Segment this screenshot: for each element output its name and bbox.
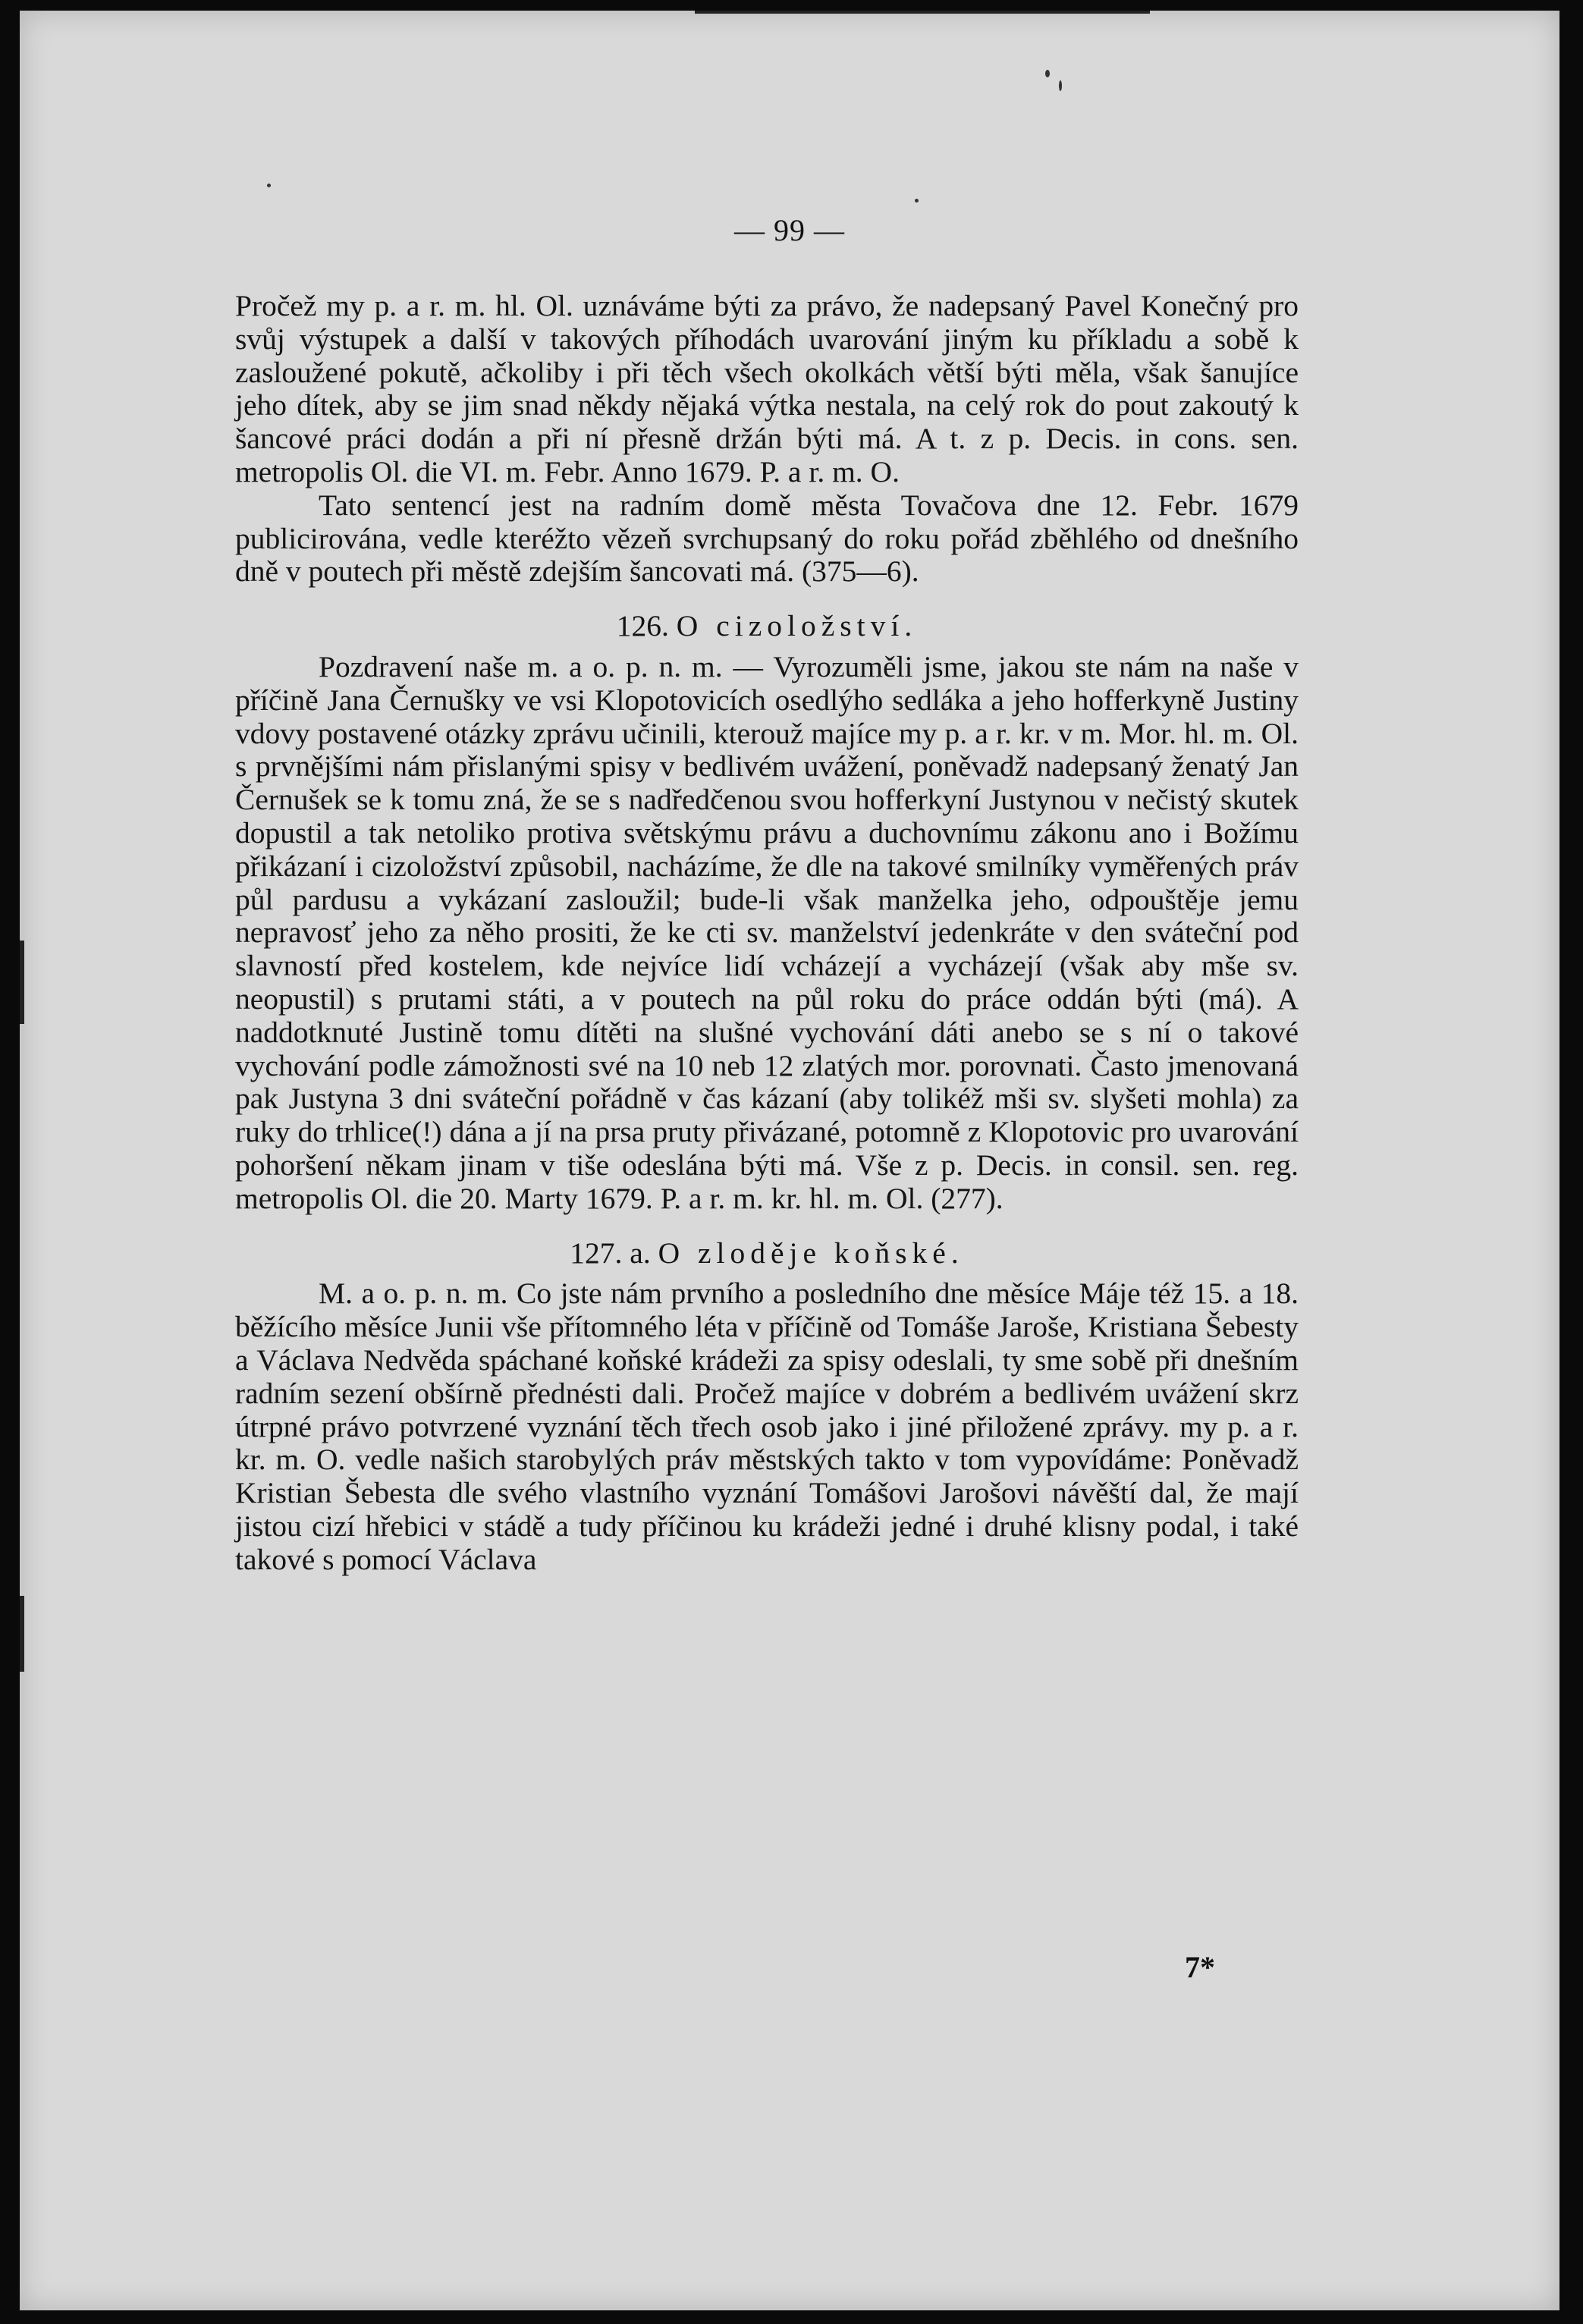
- scan-speck: [915, 199, 919, 203]
- page-number: — 99 —: [734, 213, 845, 247]
- section-126-title: O cizoložství.: [676, 609, 918, 643]
- section-126-heading: [235, 610, 1299, 643]
- scan-speck: [1045, 70, 1050, 77]
- section-127-title: O zloděje koňské.: [658, 1236, 964, 1270]
- scan-speck: [1059, 80, 1062, 91]
- section-127-heading: [235, 1237, 1299, 1270]
- scan-edge-mark: [20, 941, 24, 1024]
- paragraph-1: Pročež my p. a r. m. hl. Ol. uznáváme býti za právo, že nadepsaný Pavel Konečný pro svůj výstupek a další v takových příhodách uvarování jiným ku příkladu a sobě k zasloužené pokutě, ačkoliby i při těch všech okolkách větší býti měla, však šanujíce jeho dítek, aby se jim snad někdy nějaká výtka nestala, na celý rok do pout zakoutý k šancové práci dodán a při ní přesně držán býti má. A t. z p. Decis. in cons. sen. metropolis Ol. die VI. m. Febr. Anno 1679. P. a r. m. O.: [235, 289, 1299, 488]
- section-127-text: M. a o. p. n. m. Co jste nám prvního a posledního dne měsíce Máje též 15. a 18. běžícího měsíce Junii vše přítomného léta v příčině od Tomáše Jaroše, Kristiana Šebesty a Václava Nedvěda spáchané koňské krádeži za spisy odeslali, ty sme sobě při dnešním radním sezení obšírně přednésti dali. Pročež majíce v dobrém a bedlivém uvážení skrz útrpné právo potvrzené vyznání těch třech osob jako i jiné přiložené zprávy. my p. a r. kr. m. O. vedle našich starobylých práv městských takto v tom vypovídáme: Poněvadž Kristian Šebesta dle svého vlastního vyznání Tomášovi Jarošovi návěští dal, že mají jistou cizí hřebici v stádě a tudy příčinou ku krádeži jedné i druhé klisny podal, i také takové s pomocí Václava: [235, 1277, 1299, 1576]
- body-text: [235, 290, 1299, 1576]
- section-126-number: 126.: [616, 609, 669, 643]
- document-page: [20, 11, 1559, 2310]
- scan-edge-mark: [695, 11, 1150, 14]
- section-126-text: Pozdravení naše m. a o. p. n. m. — Vyrozuměli jsme, jakou ste nám na naše v příčině Jana Černušky ve vsi Klopotovicích osedlýho sedláka a jeho hofferkyně Justiny vdovy postavené otázky zprávu učinili, kterouž majíce my p. a r. kr. v m. Mor. hl. m. Ol. s prvnějšími nám přislanými spisy v bedlivém uvážení, poněvadž nadepsaný ženatý Jan Černušek se k tomu zná, že se s nadředčenou svou hofferkyní Justynou v nečistý skutek dopustil a tak netoliko protiva světskýmu právu a duchovnímu zákonu ano i Božímu přikázaní i cizoložství způsobil, nacházíme, že dle na takové smilníky vyměřených práv půl pardusu a vykázaní zasloužil; bude-li však manželka jeho, odpouštěje jemu nepravosť jeho za něho prositi, že ke cti sv. manželství jedenkráte v den sváteční pod slavností před kostelem, kde nejvíce lidí vcházejí a vycházejí (však aby mše sv. neopustil) s prutami státi, a v poutech na půl roku do práce oddán býti (má). A naddotknuté Justině tomu dítěti na slušné vychování dáti anebo se s ní o takové vychování podle zámožnosti své na 10 neb 12 zlatých mor. porovnati. Často jmenovaná pak Justyna 3 dni sváteční pořádně v čas kázaní (aby tolikéž mši sv. slyšeti mohla) za ruky do trhlice(!) dána a jí na prsa pruty přivázané, potomně z Klopotovic pro uvarování pohoršení někam jinam v tiše odeslána býti má. Vše z p. Decis. in consil. sen. reg. metropolis Ol. die 20. Marty 1679. P. a r. m. kr. hl. m. Ol. (277).: [235, 649, 1299, 1215]
- paragraph-2: Tato sentencí jest na radním domě města Tovačova dne 12. Febr. 1679 publicirována, vedle kteréžto vězeň svrchupsaný do roku pořád zběhlého od dnešního dně v poutech při městě zdejším šancovati má. (375—6).: [235, 488, 1299, 589]
- section-127-number: 127. a.: [570, 1236, 651, 1270]
- scan-edge-mark: [20, 1596, 24, 1672]
- signature-mark: 7*: [1185, 1950, 1215, 1984]
- scan-speck: [267, 184, 271, 187]
